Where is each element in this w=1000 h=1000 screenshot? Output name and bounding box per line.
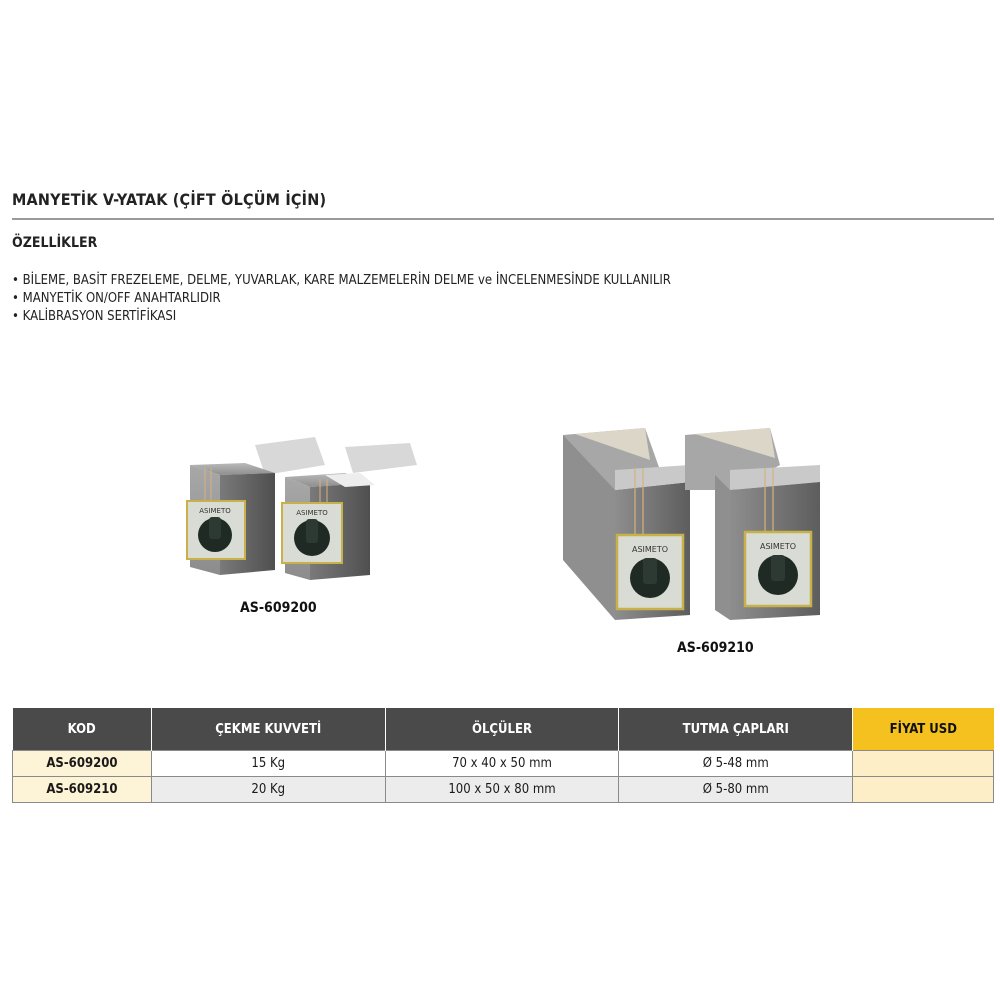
- column-header-pull-force: ÇEKME KUVVETİ: [151, 708, 385, 751]
- product-code-label: AS-609200: [240, 600, 317, 616]
- feature-item: • KALİBRASYON SERTİFİKASI: [12, 308, 671, 326]
- features-list: [12, 272, 671, 326]
- column-header-kod: KOD: [13, 708, 152, 751]
- page-title: MANYETİK V-YATAK (ÇİFT ÖLÇÜM İÇİN): [12, 190, 327, 209]
- product-image-small-v-blocks: [185, 435, 425, 585]
- column-header-price: FİYAT USD: [853, 708, 994, 751]
- column-header-dimensions: ÖLÇÜLER: [385, 708, 619, 751]
- feature-item: • MANYETİK ON/OFF ANAHTARLIDIR: [12, 290, 671, 308]
- cell-code: AS-609200: [13, 751, 152, 777]
- cell-code: AS-609210: [13, 777, 152, 803]
- product-code-label: AS-609210: [677, 640, 754, 656]
- feature-item: • BİLEME, BASİT FREZELEME, DELME, YUVARLAK, KARE MALZEMELERİN DELME ve İNCELENMESİNDE KULLANILIR: [12, 272, 671, 290]
- cell-price: [853, 751, 994, 777]
- brand-label: ASIMETO: [199, 507, 231, 515]
- brand-label: ASIMETO: [759, 542, 797, 551]
- spec-table: [12, 708, 994, 803]
- brand-label: ASIMETO: [296, 509, 328, 517]
- brand-label: ASIMETO: [631, 545, 669, 554]
- table-row: [13, 751, 994, 777]
- cell-dimensions: 70 x 40 x 50 mm: [385, 751, 619, 777]
- cell-price: [853, 777, 994, 803]
- table-header-row: [13, 708, 994, 751]
- features-heading: ÖZELLİKLER: [12, 235, 98, 251]
- product-image-large-v-blocks: [555, 420, 835, 625]
- table-row: [13, 777, 994, 803]
- cell-pull-force: 20 Kg: [151, 777, 385, 803]
- cell-holding-diameter: Ø 5-80 mm: [619, 777, 853, 803]
- title-divider: [12, 218, 994, 220]
- cell-holding-diameter: Ø 5-48 mm: [619, 751, 853, 777]
- cell-dimensions: 100 x 50 x 80 mm: [385, 777, 619, 803]
- cell-pull-force: 15 Kg: [151, 751, 385, 777]
- column-header-holding-diameters: TUTMA ÇAPLARI: [619, 708, 853, 751]
